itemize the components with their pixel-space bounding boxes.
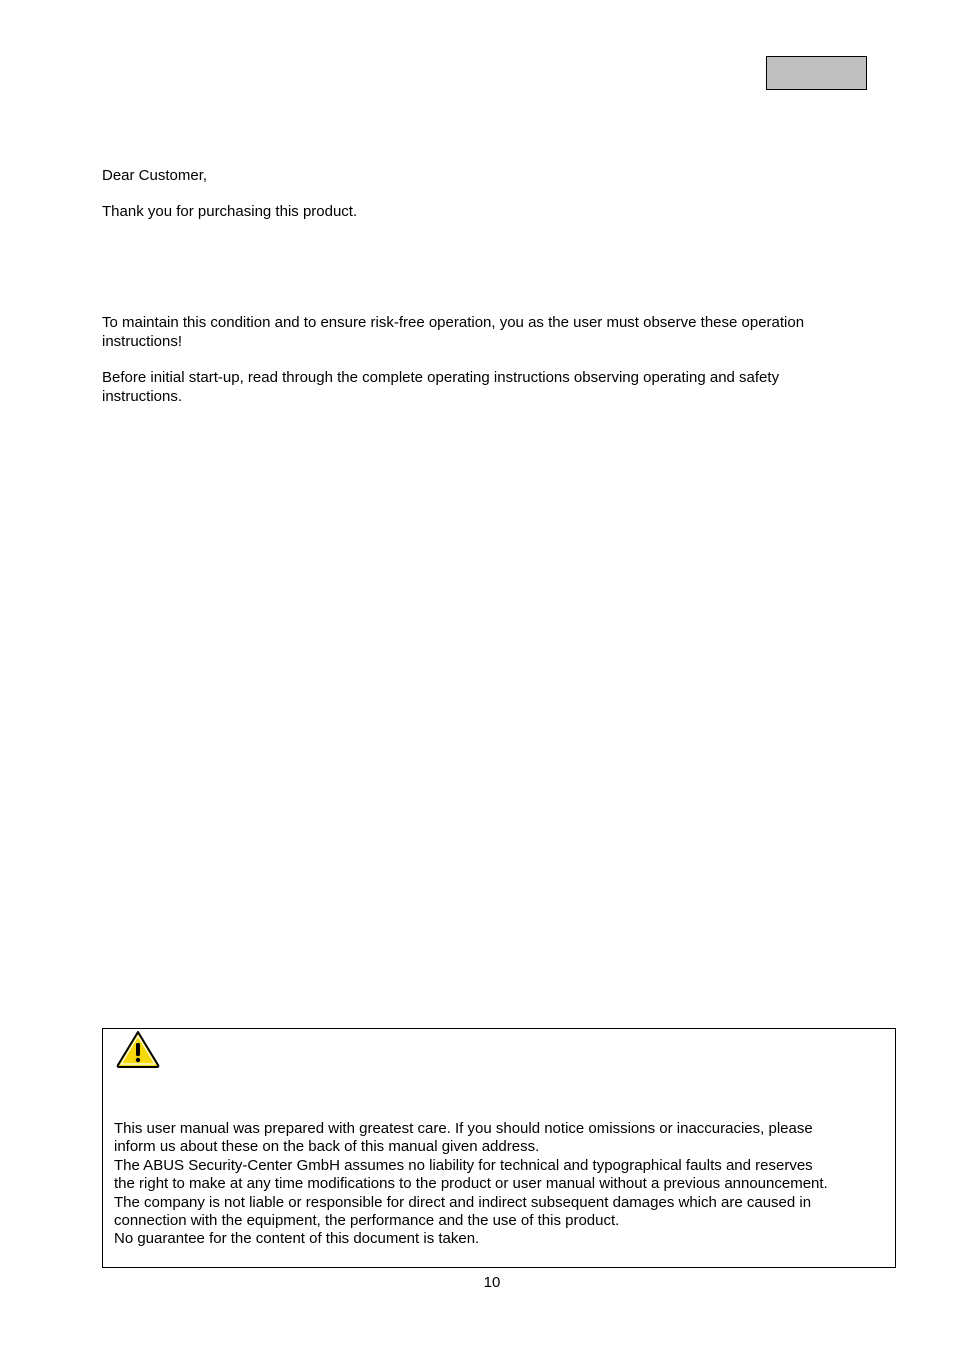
disclaimer-line: No guarantee for the content of this document is taken. [114, 1230, 480, 1248]
maintain-line-1: To maintain this condition and to ensure risk-free operation, you as the user must observe these operation [102, 314, 805, 331]
disclaimer-line: The company is not liable or responsible for direct and indirect subsequent damages which are caused in [114, 1193, 812, 1211]
disclaimer-line: the right to make at any time modifications to the product or user manual without a previous announcement. [114, 1175, 828, 1193]
thanks-line: Thank you for purchasing this product. [102, 203, 358, 220]
before-startup-paragraph [102, 369, 872, 406]
page-number: 10 [483, 1274, 501, 1291]
disclaimer-line: The ABUS Security-Center GmbH assumes no liability for technical and typographical faults and reserves [114, 1156, 813, 1174]
disclaimer-text [114, 1120, 889, 1249]
greeting-text [102, 167, 872, 186]
maintain-paragraph [102, 314, 872, 351]
language-tab [766, 56, 867, 90]
greeting-line: Dear Customer, [102, 167, 208, 184]
disclaimer-line: connection with the equipment, the performance and the use of this product. [114, 1212, 620, 1230]
disclaimer-box [102, 1028, 896, 1268]
before-line-1: Before initial start-up, read through the complete operating instructions observing operating and safety [102, 369, 780, 386]
disclaimer-line: This user manual was prepared with greatest care. If you should notice omissions or inaccuracies, please [114, 1120, 813, 1137]
warning-triangle-icon [115, 1029, 161, 1069]
thanks-text [102, 203, 872, 222]
disclaimer-line: inform us about these on the back of this manual given address. [114, 1138, 540, 1156]
maintain-line-2: instructions! [102, 332, 183, 350]
before-line-2: instructions. [102, 387, 183, 405]
